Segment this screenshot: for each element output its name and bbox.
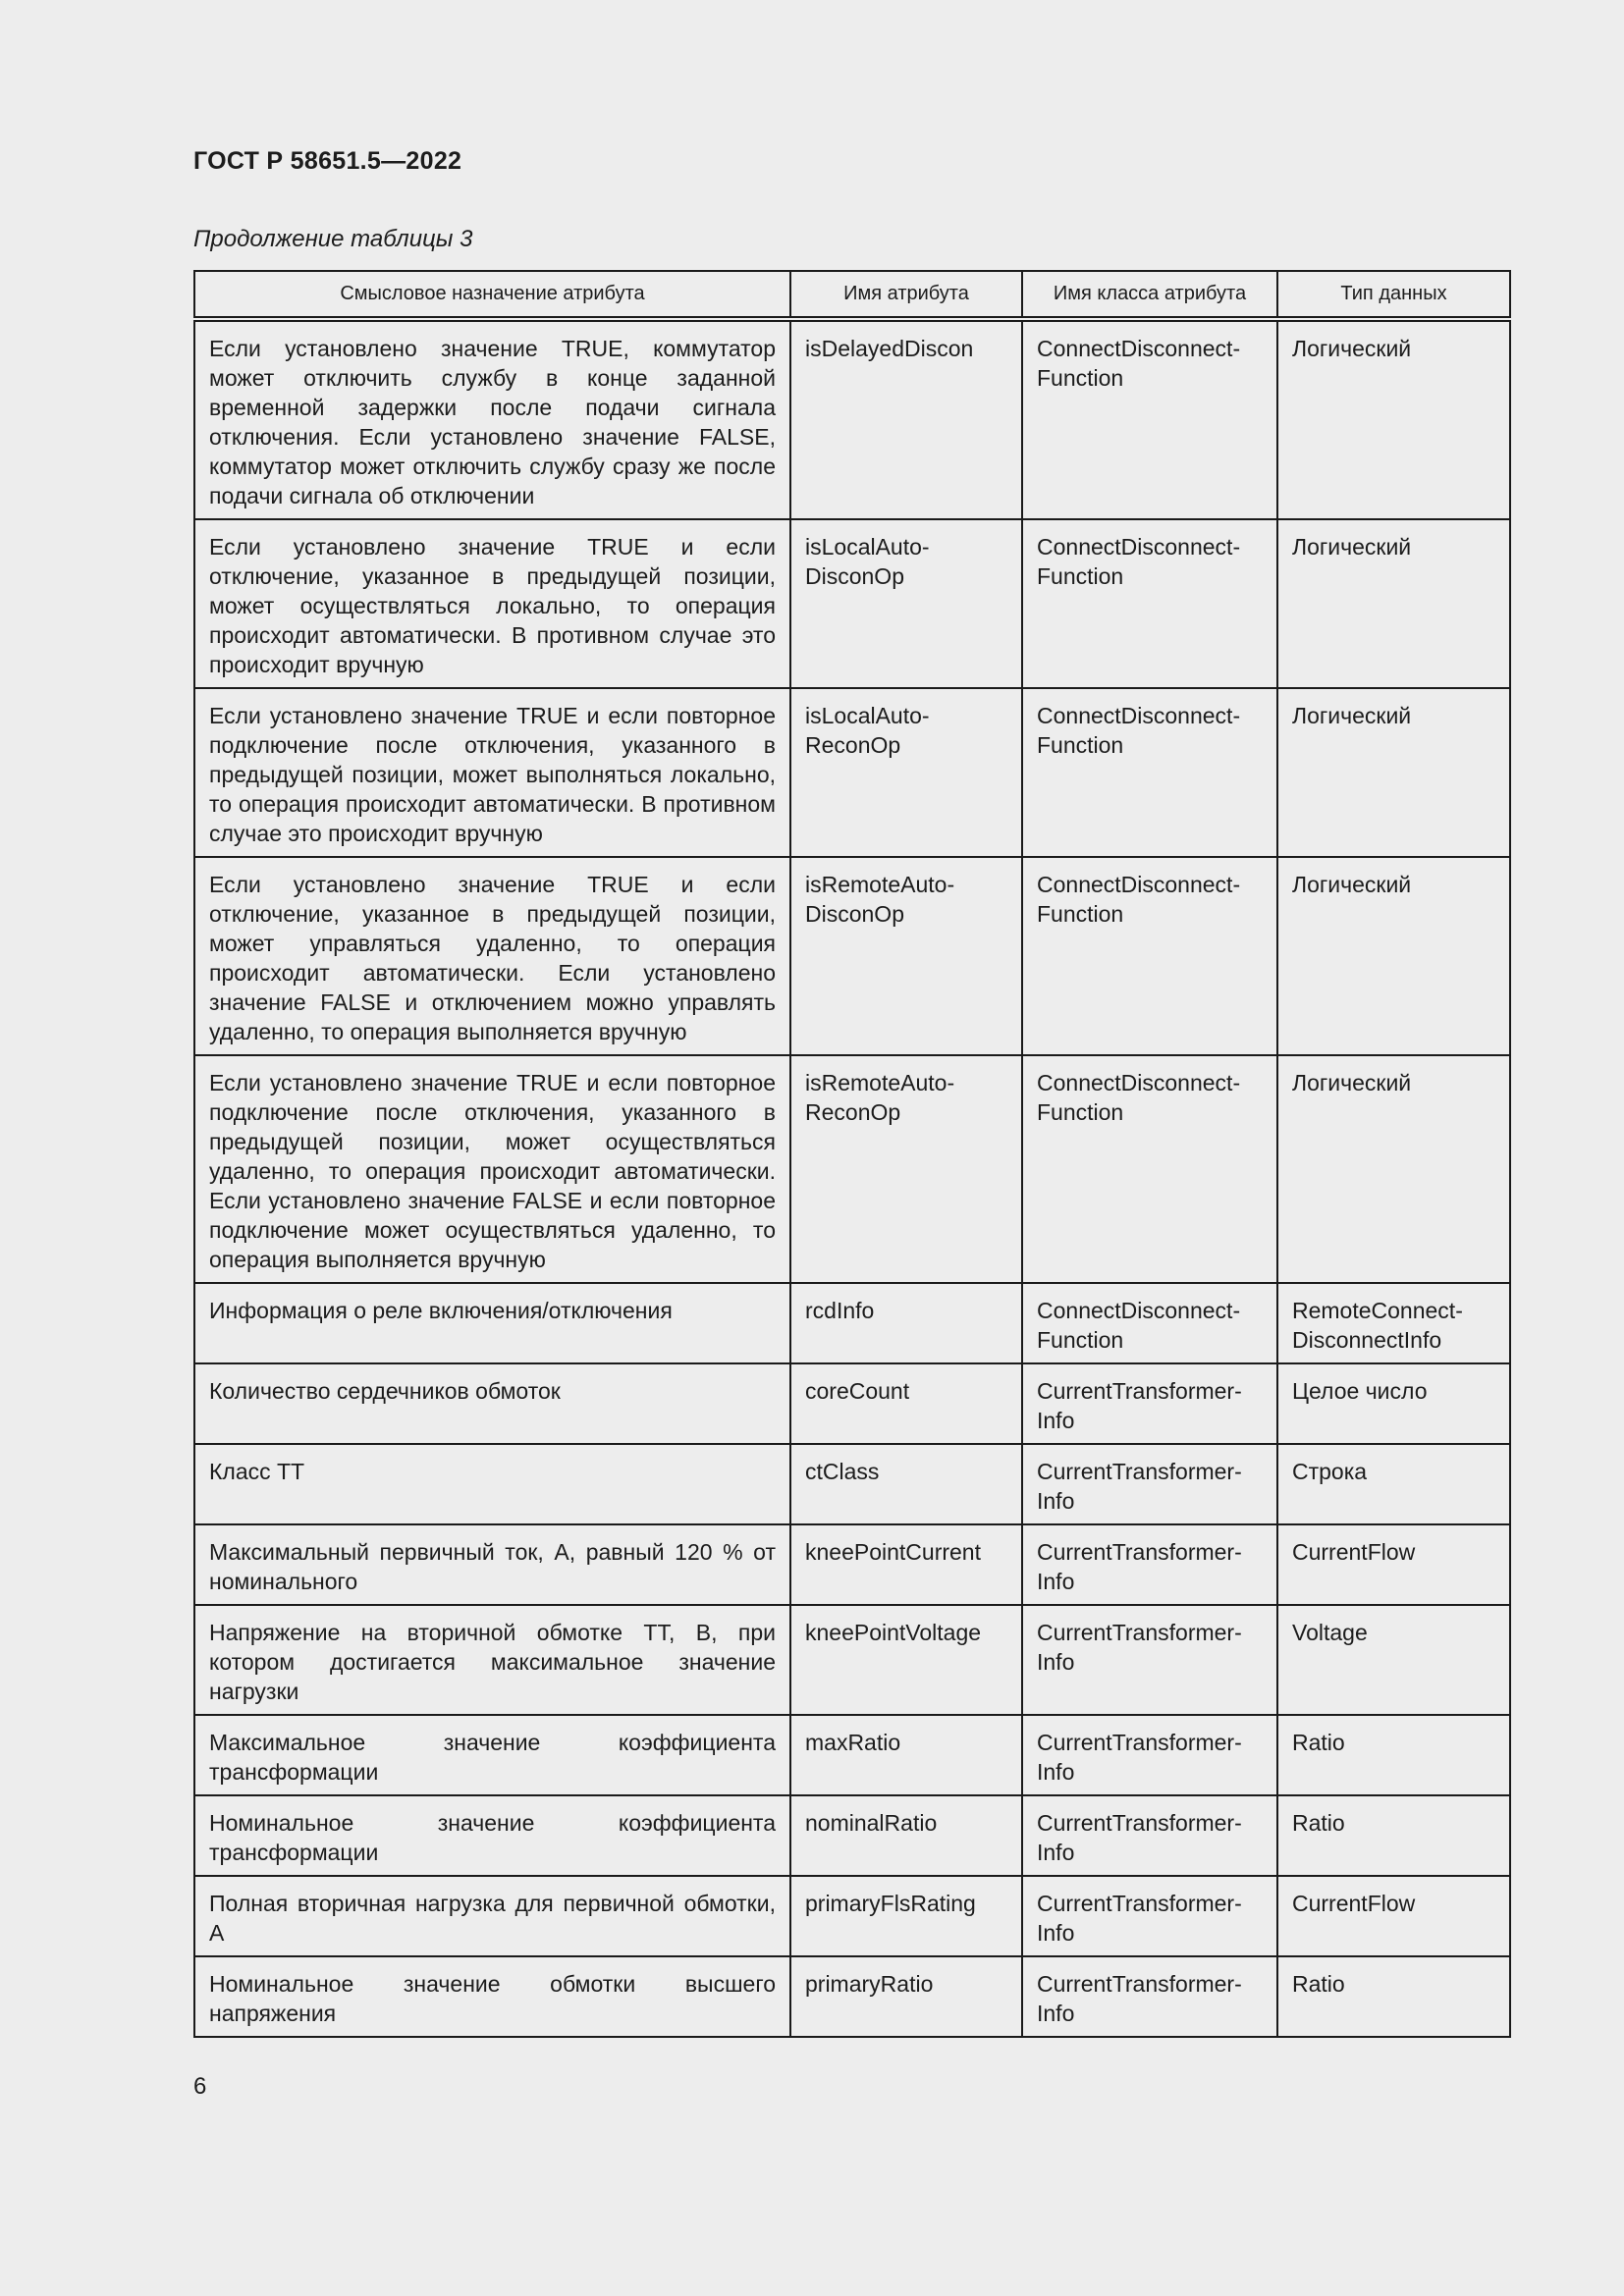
table-row xyxy=(194,1055,1510,1283)
attribute-description: Напряжение на вторичной обмотке ТТ, В, при котором достигается максимальное значение нагрузки xyxy=(194,1605,790,1715)
attribute-class: ConnectDisconnect-Function xyxy=(1022,519,1277,688)
document-header: ГОСТ Р 58651.5—2022 xyxy=(193,147,462,175)
attribute-description: Полная вторичная нагрузка для первичной обмотки, А xyxy=(194,1876,790,1956)
attribute-class: CurrentTransformer-Info xyxy=(1022,1524,1277,1605)
attribute-name: nominalRatio xyxy=(790,1795,1022,1876)
attribute-data-type: RemoteConnect-DisconnectInfo xyxy=(1277,1283,1510,1363)
table-row xyxy=(194,1605,1510,1715)
column-header-data-type: Тип данных xyxy=(1277,271,1510,319)
table-row xyxy=(194,519,1510,688)
attribute-name: isRemoteAuto-ReconOp xyxy=(790,1055,1022,1283)
table-row xyxy=(194,1956,1510,2037)
attribute-class: CurrentTransformer-Info xyxy=(1022,1876,1277,1956)
attribute-data-type: Ratio xyxy=(1277,1956,1510,2037)
column-header-description: Смысловое назначение атрибута xyxy=(194,271,790,319)
table-row xyxy=(194,857,1510,1055)
attribute-class: CurrentTransformer-Info xyxy=(1022,1715,1277,1795)
table-row xyxy=(194,688,1510,857)
table-row xyxy=(194,1795,1510,1876)
table-body xyxy=(194,319,1510,2037)
attribute-description: Информация о реле включения/отключения xyxy=(194,1283,790,1363)
attribute-class: ConnectDisconnect-Function xyxy=(1022,1055,1277,1283)
attribute-name: isLocalAuto-DisconOp xyxy=(790,519,1022,688)
attribute-name: rcdInfo xyxy=(790,1283,1022,1363)
attribute-description: Если установлено значение TRUE и если повторное подключение после отключения, указанного в предыдущей позиции, может выполняться локально, то операция происходит автоматически. В противном случае это происходит вручную xyxy=(194,688,790,857)
attribute-class: CurrentTransformer-Info xyxy=(1022,1795,1277,1876)
attribute-description: Максимальное значение коэффициента трансформации xyxy=(194,1715,790,1795)
table-row xyxy=(194,319,1510,519)
table-row xyxy=(194,1876,1510,1956)
attribute-description: Если установлено значение TRUE, коммутатор может отключить службу в конце заданной временной задержки после подачи сигнала отключения. Если установлено значение FALSE, коммутатор может отключить службу сразу же после подачи сигнала об отключении xyxy=(194,319,790,519)
attribute-name: maxRatio xyxy=(790,1715,1022,1795)
attribute-class: ConnectDisconnect-Function xyxy=(1022,319,1277,519)
attribute-class: CurrentTransformer-Info xyxy=(1022,1605,1277,1715)
page-number: 6 xyxy=(193,2073,207,2100)
attribute-class: ConnectDisconnect-Function xyxy=(1022,688,1277,857)
attribute-class: CurrentTransformer-Info xyxy=(1022,1444,1277,1524)
attribute-description: Если установлено значение TRUE и если повторное подключение после отключения, указанного в предыдущей позиции, может осуществляться удаленно, то операция происходит автоматически. Если установлено значение FALSE и если повторное подключение может осуществляться удаленно, то операция выполняется вручную xyxy=(194,1055,790,1283)
attribute-table xyxy=(193,270,1511,2038)
attribute-description: Номинальное значение обмотки высшего напряжения xyxy=(194,1956,790,2037)
column-header-attribute-class: Имя класса атрибута xyxy=(1022,271,1277,319)
attribute-description: Класс ТТ xyxy=(194,1444,790,1524)
table-row xyxy=(194,1715,1510,1795)
attribute-data-type: CurrentFlow xyxy=(1277,1524,1510,1605)
attribute-name: isLocalAuto-ReconOp xyxy=(790,688,1022,857)
attribute-class: CurrentTransformer-Info xyxy=(1022,1956,1277,2037)
table-header-row xyxy=(194,271,1510,319)
attribute-data-type: Логический xyxy=(1277,1055,1510,1283)
table-caption: Продолжение таблицы 3 xyxy=(193,226,473,252)
attribute-data-type: Логический xyxy=(1277,688,1510,857)
attribute-data-type: Логический xyxy=(1277,519,1510,688)
attribute-data-type: Voltage xyxy=(1277,1605,1510,1715)
attribute-name: ctClass xyxy=(790,1444,1022,1524)
attribute-data-type: Логический xyxy=(1277,857,1510,1055)
attribute-name: isDelayedDiscon xyxy=(790,319,1022,519)
attribute-data-type: Ratio xyxy=(1277,1715,1510,1795)
table-row xyxy=(194,1363,1510,1444)
attribute-name: coreCount xyxy=(790,1363,1022,1444)
attribute-description: Если установлено значение TRUE и если отключение, указанное в предыдущей позиции, может управляться удаленно, то операция происходит автоматически. Если установлено значение FALSE и отключением можно управлять удаленно, то операция выполняется вручную xyxy=(194,857,790,1055)
table-row xyxy=(194,1444,1510,1524)
table-row xyxy=(194,1283,1510,1363)
attribute-data-type: Строка xyxy=(1277,1444,1510,1524)
attribute-description: Если установлено значение TRUE и если отключение, указанное в предыдущей позиции, может осуществляться локально, то операция происходит автоматически. В противном случае это происходит вручную xyxy=(194,519,790,688)
attribute-name: primaryFlsRating xyxy=(790,1876,1022,1956)
attribute-name: kneePointVoltage xyxy=(790,1605,1022,1715)
attribute-class: ConnectDisconnect-Function xyxy=(1022,857,1277,1055)
column-header-attribute-name: Имя атрибута xyxy=(790,271,1022,319)
attribute-data-type: CurrentFlow xyxy=(1277,1876,1510,1956)
attribute-class: CurrentTransformer-Info xyxy=(1022,1363,1277,1444)
attribute-class: ConnectDisconnect-Function xyxy=(1022,1283,1277,1363)
table-row xyxy=(194,1524,1510,1605)
attribute-name: isRemoteAuto-DisconOp xyxy=(790,857,1022,1055)
attribute-data-type: Логический xyxy=(1277,319,1510,519)
attribute-name: primaryRatio xyxy=(790,1956,1022,2037)
attribute-data-type: Целое число xyxy=(1277,1363,1510,1444)
attribute-data-type: Ratio xyxy=(1277,1795,1510,1876)
attribute-description: Количество сердечников обмоток xyxy=(194,1363,790,1444)
attribute-description: Номинальное значение коэффициента трансформации xyxy=(194,1795,790,1876)
attribute-description: Максимальный первичный ток, А, равный 120 % от номинального xyxy=(194,1524,790,1605)
attribute-name: kneePointCurrent xyxy=(790,1524,1022,1605)
